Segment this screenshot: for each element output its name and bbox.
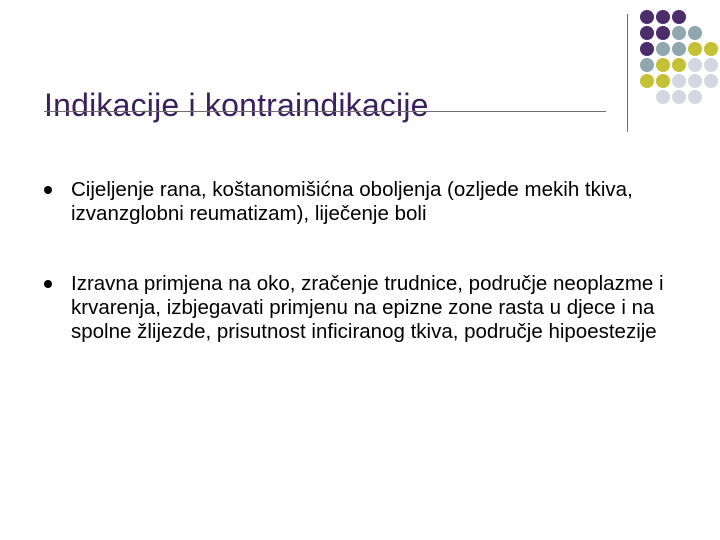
decorative-dot bbox=[704, 58, 718, 72]
decorative-dot bbox=[704, 42, 718, 56]
vertical-divider bbox=[627, 14, 628, 132]
decorative-dot bbox=[640, 26, 654, 40]
decorative-dot bbox=[704, 74, 718, 88]
decorative-dot bbox=[640, 58, 654, 72]
slide-title: Indikacije i kontraindikacije bbox=[44, 87, 429, 124]
decorative-dot bbox=[656, 74, 670, 88]
decorative-dot bbox=[672, 74, 686, 88]
bullet-item-contraindications bbox=[44, 272, 664, 344]
decorative-dot bbox=[656, 58, 670, 72]
decorative-dot bbox=[672, 58, 686, 72]
decorative-dot bbox=[688, 90, 702, 104]
decorative-dot bbox=[656, 90, 670, 104]
decorative-dot bbox=[688, 26, 702, 40]
decorative-dot bbox=[656, 10, 670, 24]
decorative-dot bbox=[672, 42, 686, 56]
decorative-dot bbox=[672, 26, 686, 40]
decorative-dot bbox=[672, 10, 686, 24]
bullet-dot-icon bbox=[44, 186, 52, 194]
decorative-dot bbox=[640, 10, 654, 24]
decorative-dot bbox=[640, 42, 654, 56]
bullet-text: Izravna primjena na oko, zračenje trudnice, područje neoplazme i krvarenja, izbjegavati primjenu na epizne zone rasta u djece i na spolne žlijezde, prisutnost inficiranog tkiva, područje hipoestezije bbox=[71, 272, 664, 343]
bullet-item-indications bbox=[44, 178, 664, 226]
decorative-dot bbox=[688, 42, 702, 56]
decorative-dot bbox=[656, 26, 670, 40]
title-underline bbox=[44, 111, 606, 112]
bullet-list bbox=[44, 178, 664, 390]
bullet-dot-icon bbox=[44, 280, 52, 288]
bullet-text: Cijeljenje rana, koštanomišićna oboljenja (ozljede mekih tkiva, izvanzglobni reumatizam), liječenje boli bbox=[71, 178, 633, 225]
decorative-dot bbox=[656, 42, 670, 56]
decorative-dot bbox=[640, 74, 654, 88]
decorative-dot bbox=[688, 74, 702, 88]
decorative-dot bbox=[672, 90, 686, 104]
decorative-dot bbox=[688, 58, 702, 72]
